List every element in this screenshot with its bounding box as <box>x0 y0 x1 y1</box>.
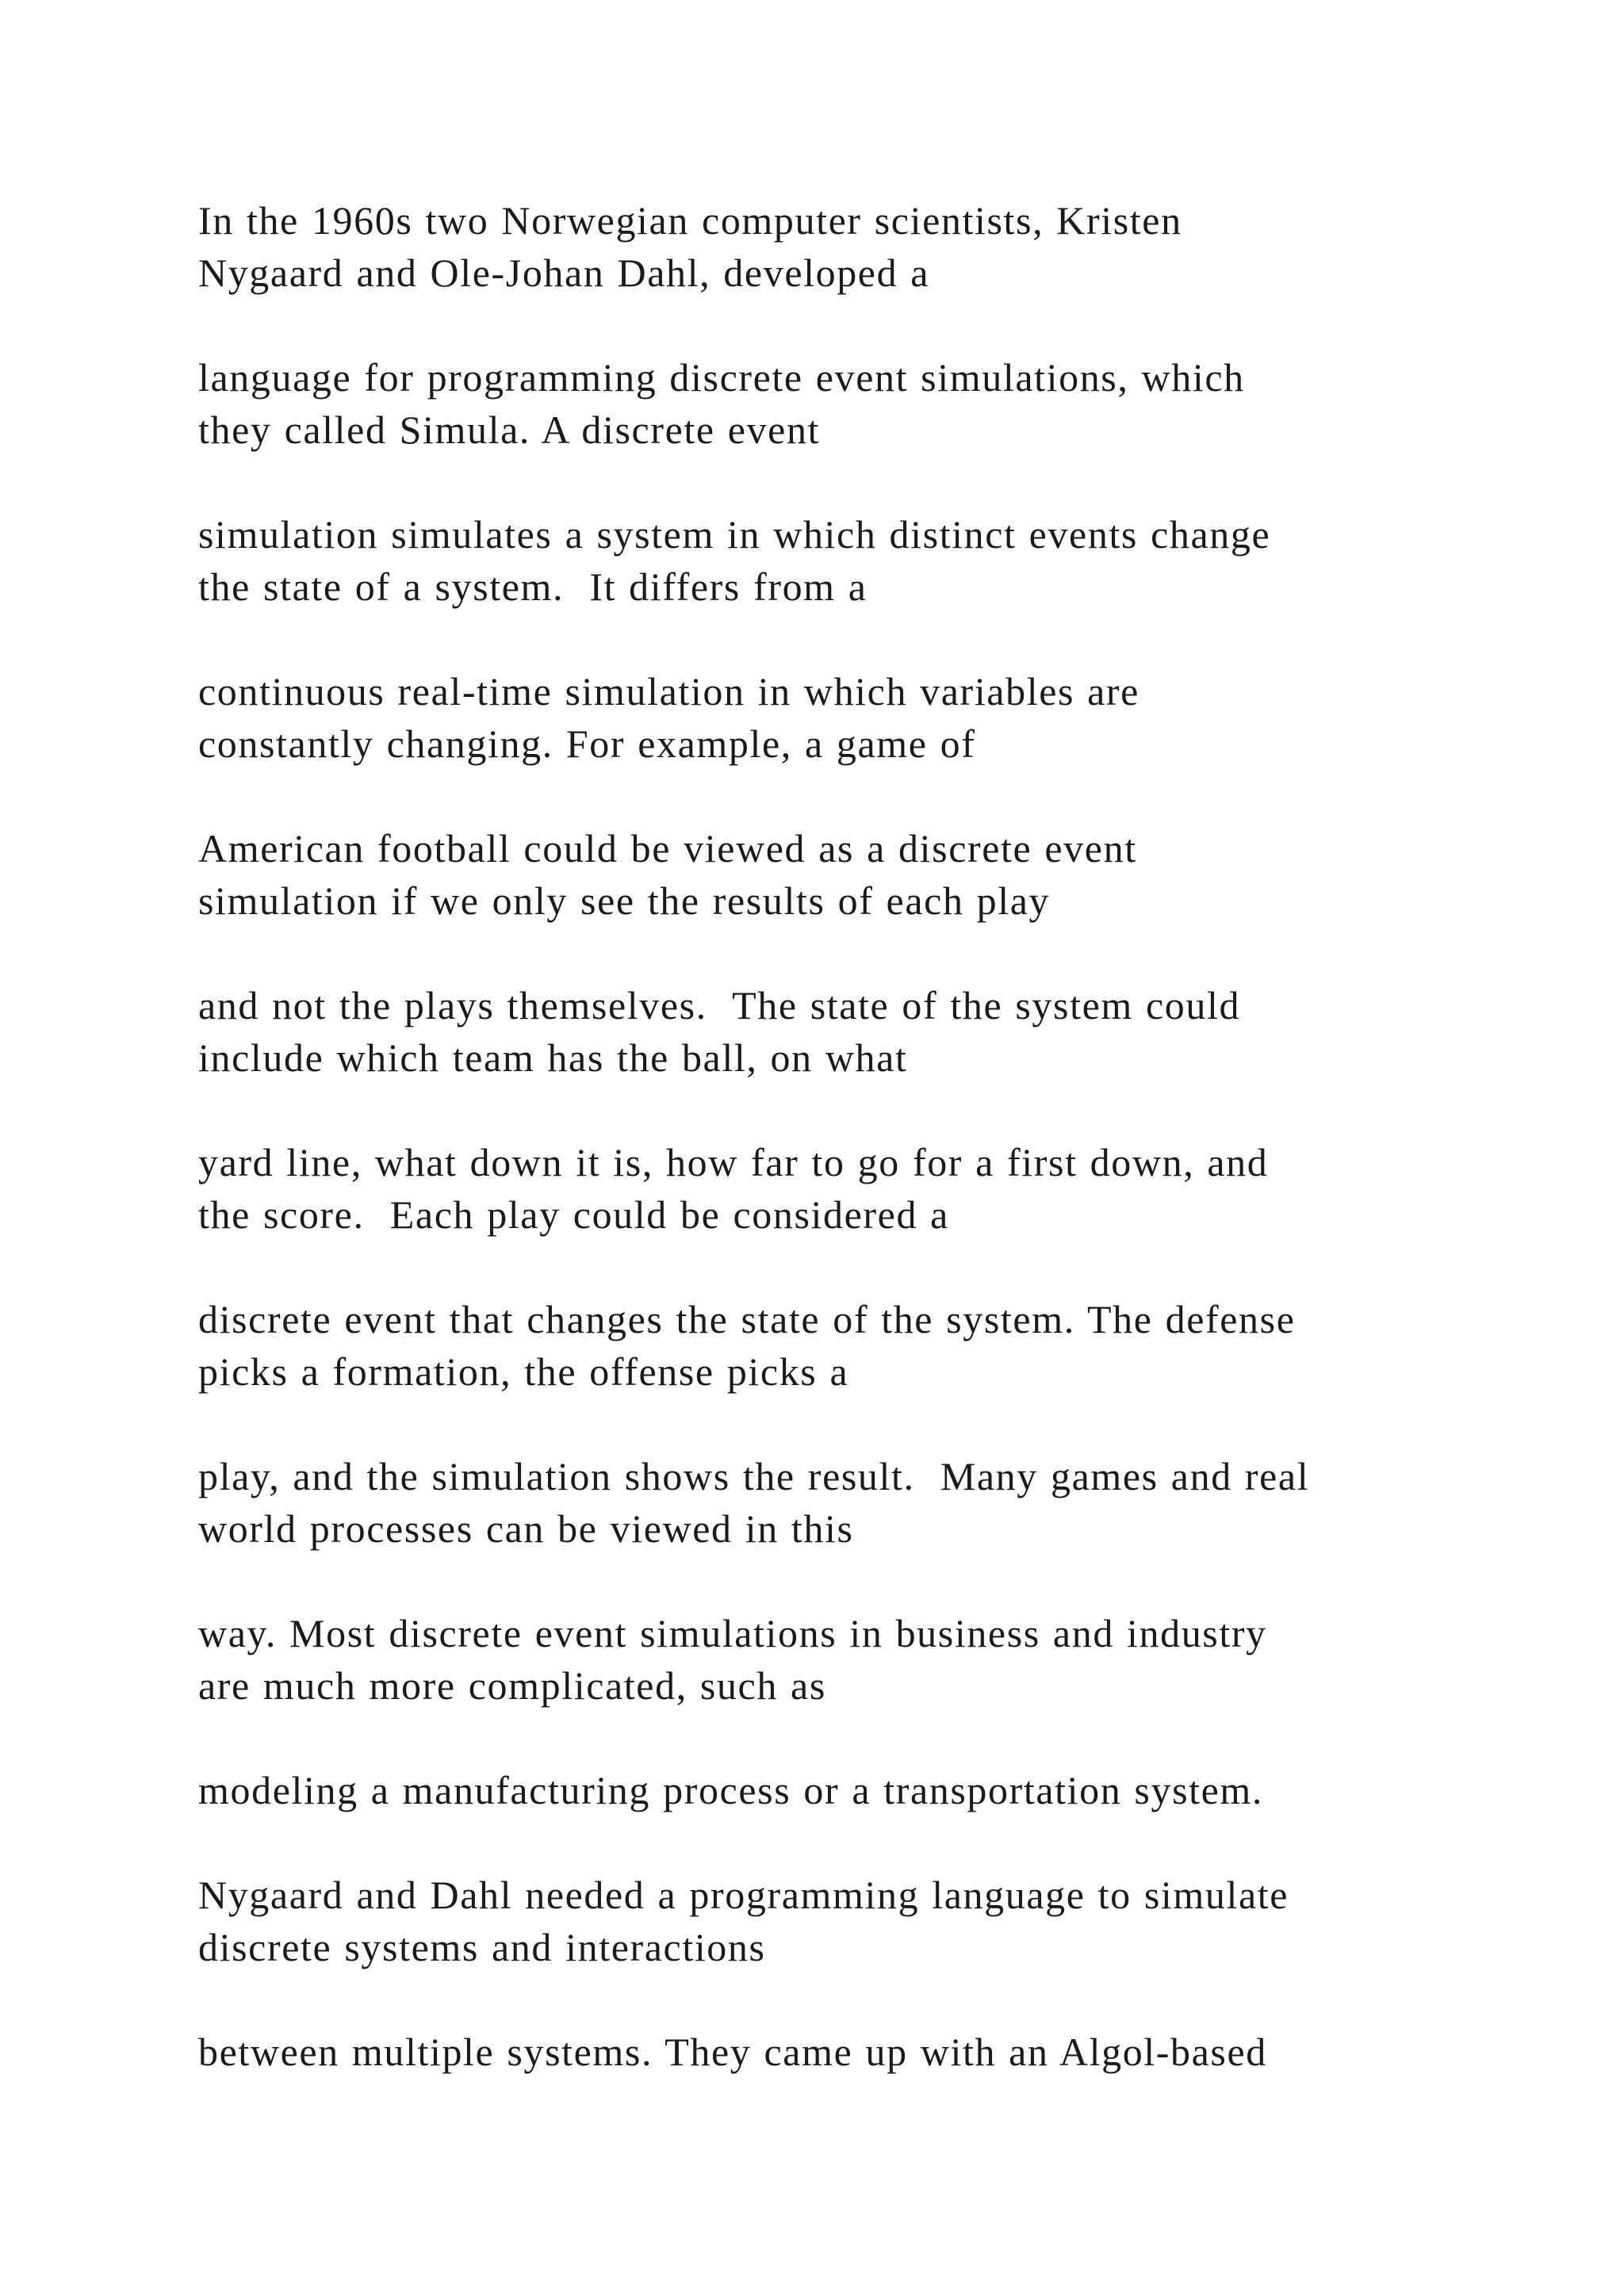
text-line: the state of a system. It differs from a <box>198 564 868 609</box>
text-line: are much more complicated, such as <box>198 1663 826 1708</box>
text-line: yard line, what down it is, how far to go for a first down, and <box>198 1140 1269 1184</box>
paragraph-8 <box>198 1293 1546 1398</box>
paragraph-6 <box>198 979 1546 1084</box>
text-line: way. Most discrete event simulations in business and industry <box>198 1611 1267 1655</box>
paragraph-1 <box>198 194 1546 299</box>
text-line: discrete event that changes the state of the system. The defense <box>198 1297 1296 1341</box>
text-line: between multiple systems. They came up with an Algol-based <box>198 2030 1267 2074</box>
text-line: discrete systems and interactions <box>198 1925 766 1969</box>
document-body <box>198 194 1546 2130</box>
text-line: simulation simulates a system in which distinct events change <box>198 512 1271 557</box>
paragraph-11 <box>198 1764 1546 1816</box>
paragraph-12 <box>198 1869 1546 1973</box>
text-line: American football could be viewed as a discrete event <box>198 826 1137 871</box>
text-line: In the 1960s two Norwegian computer scientists, Kristen <box>198 198 1182 243</box>
text-line: world processes can be viewed in this <box>198 1506 854 1551</box>
text-line: continuous real-time simulation in which variables are <box>198 669 1139 714</box>
paragraph-4 <box>198 665 1546 770</box>
paragraph-13 <box>198 2026 1546 2078</box>
text-line: the score. Each play could be considered a <box>198 1192 949 1237</box>
paragraph-5 <box>198 822 1546 927</box>
text-line: Nygaard and Ole-Johan Dahl, developed a <box>198 251 930 295</box>
text-line: picks a formation, the offense picks a <box>198 1349 849 1394</box>
text-line: simulation if we only see the results of each play <box>198 878 1051 923</box>
text-line: they called Simula. A discrete event <box>198 408 821 452</box>
paragraph-7 <box>198 1136 1546 1241</box>
paragraph-9 <box>198 1450 1546 1555</box>
text-line: modeling a manufacturing process or a transportation system. <box>198 1768 1264 1812</box>
text-line: play, and the simulation shows the result. Many games and real <box>198 1454 1310 1498</box>
paragraph-3 <box>198 508 1546 613</box>
text-line: include which team has the ball, on what <box>198 1035 908 1080</box>
text-line: constantly changing. For example, a game of <box>198 721 976 766</box>
paragraph-2 <box>198 351 1546 456</box>
text-line: Nygaard and Dahl needed a programming language to simulate <box>198 1873 1289 1917</box>
text-line: language for programming discrete event simulations, which <box>198 355 1245 400</box>
text-line: and not the plays themselves. The state of the system could <box>198 983 1241 1027</box>
paragraph-10 <box>198 1607 1546 1712</box>
